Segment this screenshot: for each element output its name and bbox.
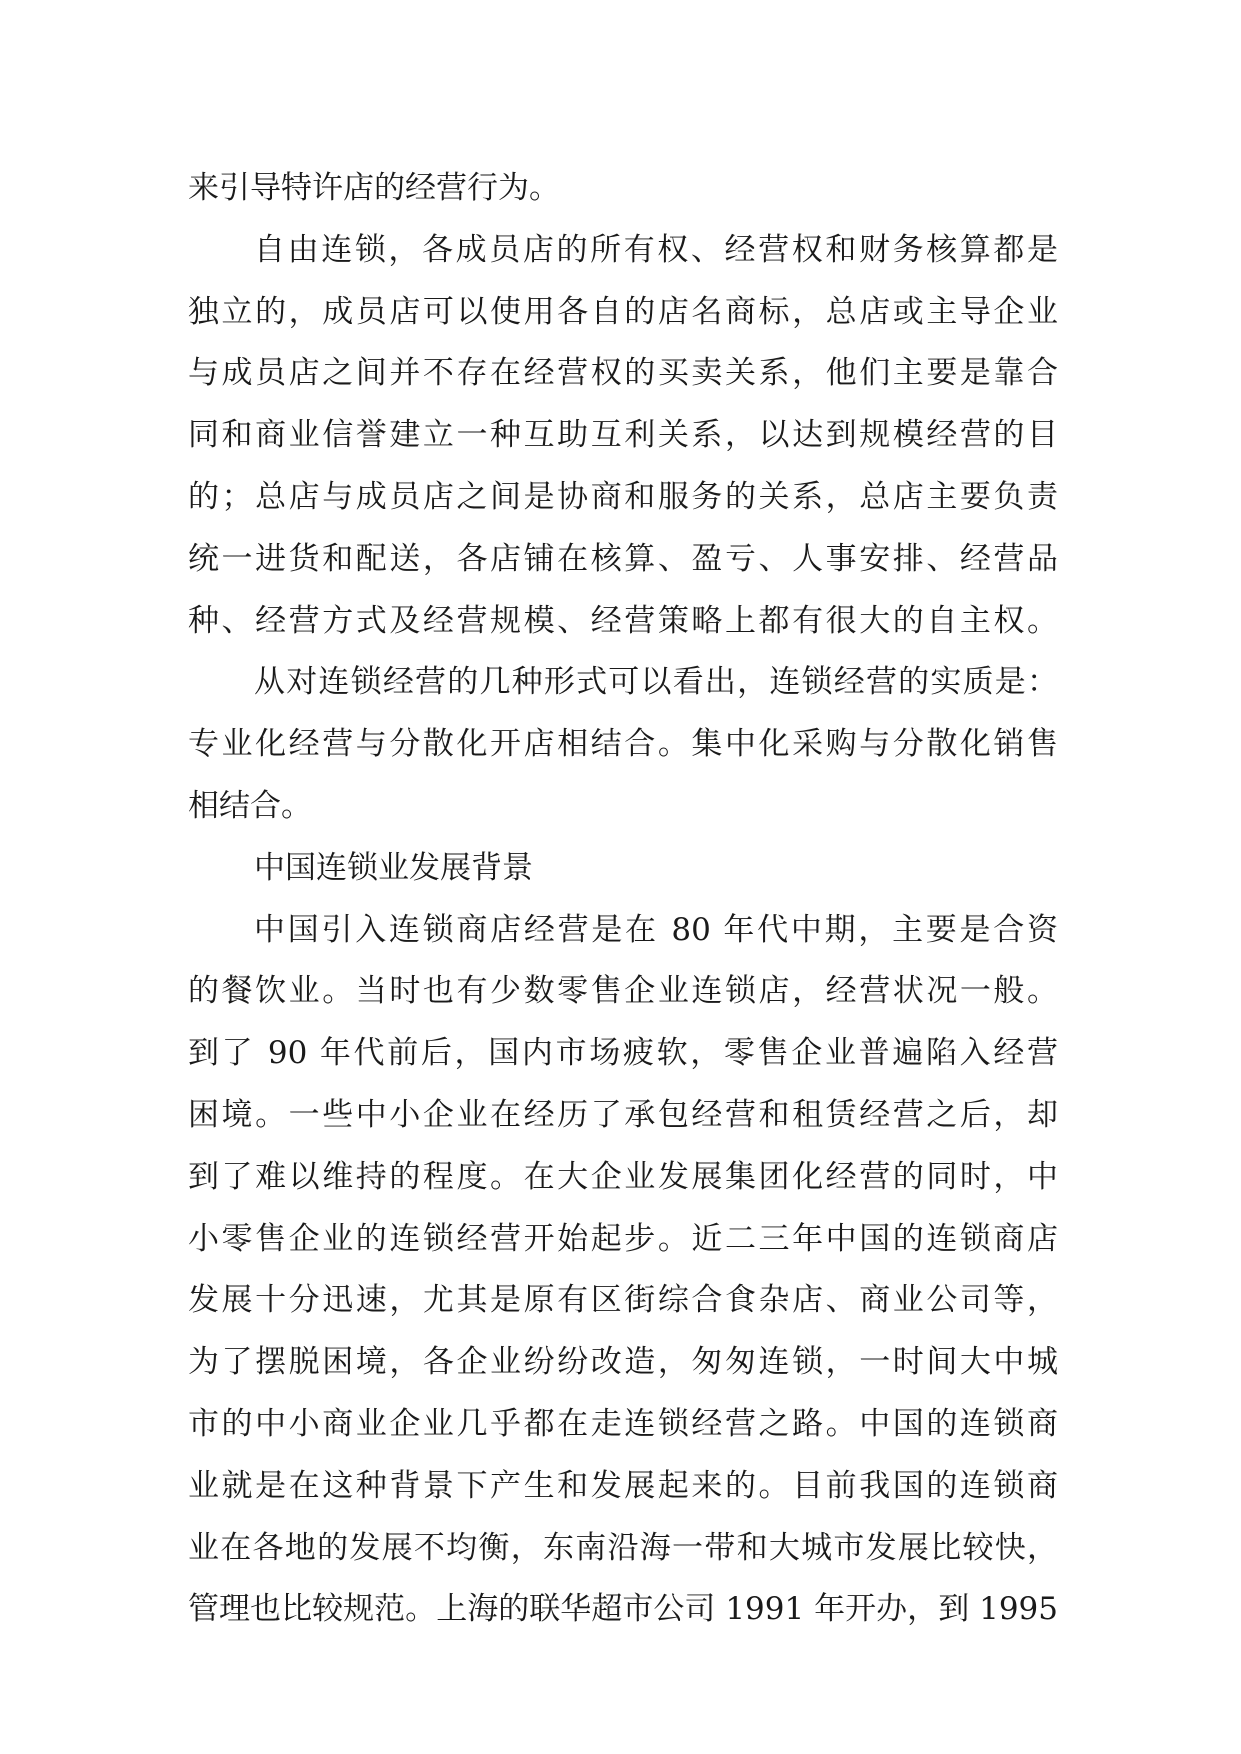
text-line: 管理也比较规范。上海的联华超市公司 1991 年开办，到 1995 (188, 1591, 1058, 1628)
text-line: 业就是在这种背景下产生和发展起来的。目前我国的连锁商 (188, 1467, 1058, 1504)
text-line: 小零售企业的连锁经营开始起步。近二三年中国的连锁商店 (188, 1220, 1058, 1257)
text-line: 的；总店与成员店之间是协商和服务的关系，总店主要负责 (188, 478, 1058, 515)
heading-text: 中国连锁业发展背景 (254, 849, 533, 886)
text-line: 业在各地的发展不均衡，东南沿海一带和大城市发展比较快， (188, 1529, 1058, 1566)
text-line: 到了 90 年代前后，国内市场疲软，零售企业普遍陷入经营 (188, 1035, 1058, 1072)
paragraph-1 (188, 158, 1058, 220)
paragraph-3 (188, 652, 1058, 837)
text-line: 独立的，成员店可以使用各自的店名商标，总店或主导企业 (188, 293, 1058, 330)
paragraph-4 (188, 900, 1058, 1642)
text-line: 专业化经营与分散化开店相结合。集中化采购与分散化销售 (188, 726, 1058, 763)
text-line: 的餐饮业。当时也有少数零售企业连锁店，经营状况一般。 (188, 973, 1058, 1010)
section-heading (188, 838, 1058, 900)
text-line: 困境。一些中小企业在经历了承包经营和租赁经营之后，却 (188, 1096, 1058, 1133)
text-line: 相结合。 (188, 787, 312, 824)
text-line: 到了难以维持的程度。在大企业发展集团化经营的同时，中 (188, 1158, 1058, 1195)
body-text (188, 158, 1058, 1641)
text-line: 种、经营方式及经营规模、经营策略上都有很大的自主权。 (188, 602, 1058, 639)
text-line: 同和商业信誉建立一种互助互利关系，以达到规模经营的目 (188, 417, 1058, 454)
paragraph-2 (188, 220, 1058, 653)
text-line: 来引导特许店的经营行为。 (188, 170, 560, 206)
text-line: 从对连锁经营的几种形式可以看出，连锁经营的实质是： (254, 664, 1058, 701)
text-line: 自由连锁，各成员店的所有权、经营权和财务核算都是 (254, 231, 1058, 268)
text-line: 发展十分迅速，尤其是原有区街综合食杂店、商业公司等， (188, 1282, 1058, 1319)
text-line: 市的中小商业企业几乎都在走连锁经营之路。中国的连锁商 (188, 1405, 1058, 1442)
text-line: 统一进货和配送，各店铺在核算、盈亏、人事安排、经营品 (188, 540, 1058, 577)
text-line: 为了摆脱困境，各企业纷纷改造，匆匆连锁，一时间大中城 (188, 1344, 1058, 1381)
text-line: 与成员店之间并不存在经营权的买卖关系，他们主要是靠合 (188, 355, 1058, 392)
text-line: 中国引入连锁商店经营是在 80 年代中期，主要是合资 (254, 911, 1058, 948)
